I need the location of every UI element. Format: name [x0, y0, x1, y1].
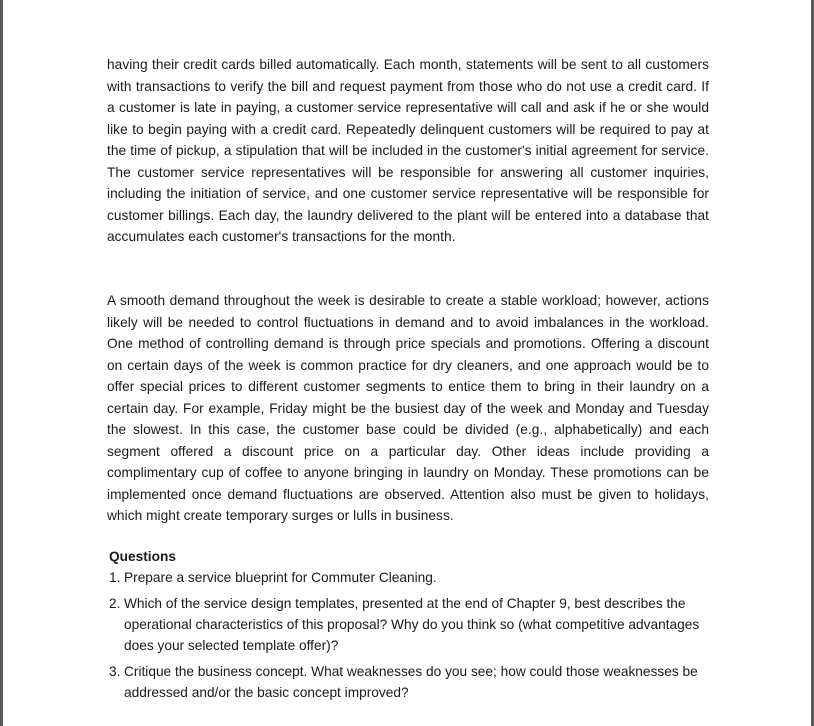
question-text: Which of the service design templates, presented at the end of Chapter 9, best describes the operational characteristics of this proposal? Why do you think so (what competitive advantages does your selected template offer)?: [124, 596, 700, 653]
question-number: 3.: [109, 664, 121, 679]
question-item-3: [109, 661, 719, 703]
question-number: 2.: [109, 596, 121, 611]
question-item-1: [109, 567, 719, 588]
question-text: Critique the business concept. What weaknesses do you see; how could those weaknesses be addressed and/or the basic concept improved?: [124, 664, 698, 700]
body-paragraph-billing: having their credit cards billed automatically. Each month, statements will be sent to all customers with transactions to verify the bill and request payment from those who do not use a credit card. If a customer is late in paying, a customer service representative will call and ask if he or she would like to begin paying with a credit card. Repeatedly delinquent customers will be required to pay at the time of pickup, a stipulation that will be included in the customer's initial agreement for service. The customer service representatives will be responsible for answering all customer inquiries, including the initiation of service, and one customer service representative will be responsible for customer billings. Each day, the laundry delivered to the plant will be entered into a database that accumulates each customer's transactions for the month.: [107, 57, 709, 244]
body-paragraph-demand: A smooth demand throughout the week is desirable to create a stable workload; however, actions likely will be needed to control fluctuations in demand and to avoid imbalances in the workload. One method of controlling demand is through price specials and promotions. Offering a discount on certain days of the week is common practice for dry cleaners, and one approach would be to offer special prices to different customer segments to entice them to bring in their laundry on a certain day. For example, Friday might be the busiest day of the week and Monday and Tuesday the slowest. In this case, the customer base could be divided (e.g., alphabetically) and each segment offered a discount price on a particular day. Other ideas include providing a complimentary cup of coffee to anyone bringing in laundry on Monday. These promotions can be implemented once demand fluctuations are observed. Attention also must be given to holidays, which might create temporary surges or lulls in business.: [107, 293, 709, 523]
question-text: Prepare a service blueprint for Commuter Cleaning.: [124, 570, 437, 585]
questions-list: [109, 567, 719, 708]
questions-heading: Questions: [109, 549, 176, 564]
question-item-2: [109, 593, 719, 656]
question-number: 1.: [109, 570, 121, 585]
